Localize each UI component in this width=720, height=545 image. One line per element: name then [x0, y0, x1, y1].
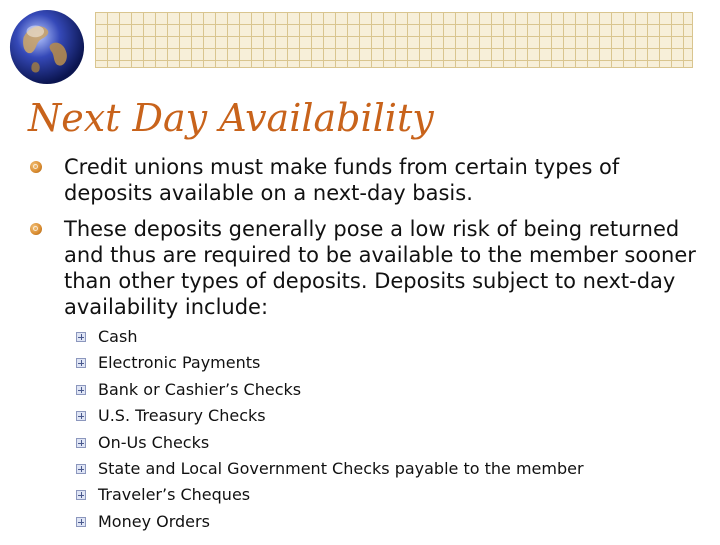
sub-bullet-icon	[76, 517, 86, 527]
sub-bullet-text: Money Orders	[98, 511, 210, 531]
sub-bullet-text: U.S. Treasury Checks	[98, 406, 266, 426]
sub-bullet-icon	[76, 332, 86, 342]
bullet-icon	[30, 223, 42, 235]
globe-icon	[8, 8, 86, 86]
sub-bullet-item	[76, 430, 710, 456]
slide-title: Next Day Availability	[28, 96, 434, 140]
sub-bullet-text: On-Us Checks	[98, 432, 210, 452]
sub-bullet-text: Cash	[98, 327, 138, 346]
sub-bullet-text: Electronic Payments	[98, 353, 261, 373]
bullet-icon	[30, 161, 42, 173]
sub-bullet-icon	[76, 464, 86, 474]
sub-bullet-item	[76, 324, 710, 350]
bullet-item	[30, 216, 698, 535]
sub-bullet-text: Bank or Cashier’s Checks	[98, 379, 302, 399]
sub-bullet-list	[76, 324, 710, 535]
bullet-text: These deposits generally pose a low risk of being returned and thus are required to be available to the member sooner than other types of deposits. Deposits subject to next-day availability include:	[64, 217, 696, 319]
sub-bullet-icon	[76, 438, 86, 448]
sub-bullet-text: State and Local Government Checks payable to the member	[98, 459, 584, 479]
sub-bullet-icon	[76, 358, 86, 368]
decorative-grid-band	[95, 12, 693, 68]
bullet-text: Credit unions must make funds from certain types of deposits available on a next-day basis.	[64, 155, 620, 205]
sub-bullet-item	[76, 350, 710, 376]
sub-bullet-icon	[76, 411, 86, 421]
sub-bullet-item	[76, 377, 710, 403]
sub-bullet-icon	[76, 385, 86, 395]
sub-bullet-item	[76, 482, 710, 508]
sub-bullet-item	[76, 509, 710, 535]
bullet-list	[30, 154, 698, 545]
sub-bullet-text: Traveler’s Cheques	[98, 485, 251, 505]
sub-bullet-item	[76, 403, 710, 429]
sub-bullet-item	[76, 456, 710, 482]
sub-bullet-icon	[76, 490, 86, 500]
bullet-item	[30, 154, 698, 206]
